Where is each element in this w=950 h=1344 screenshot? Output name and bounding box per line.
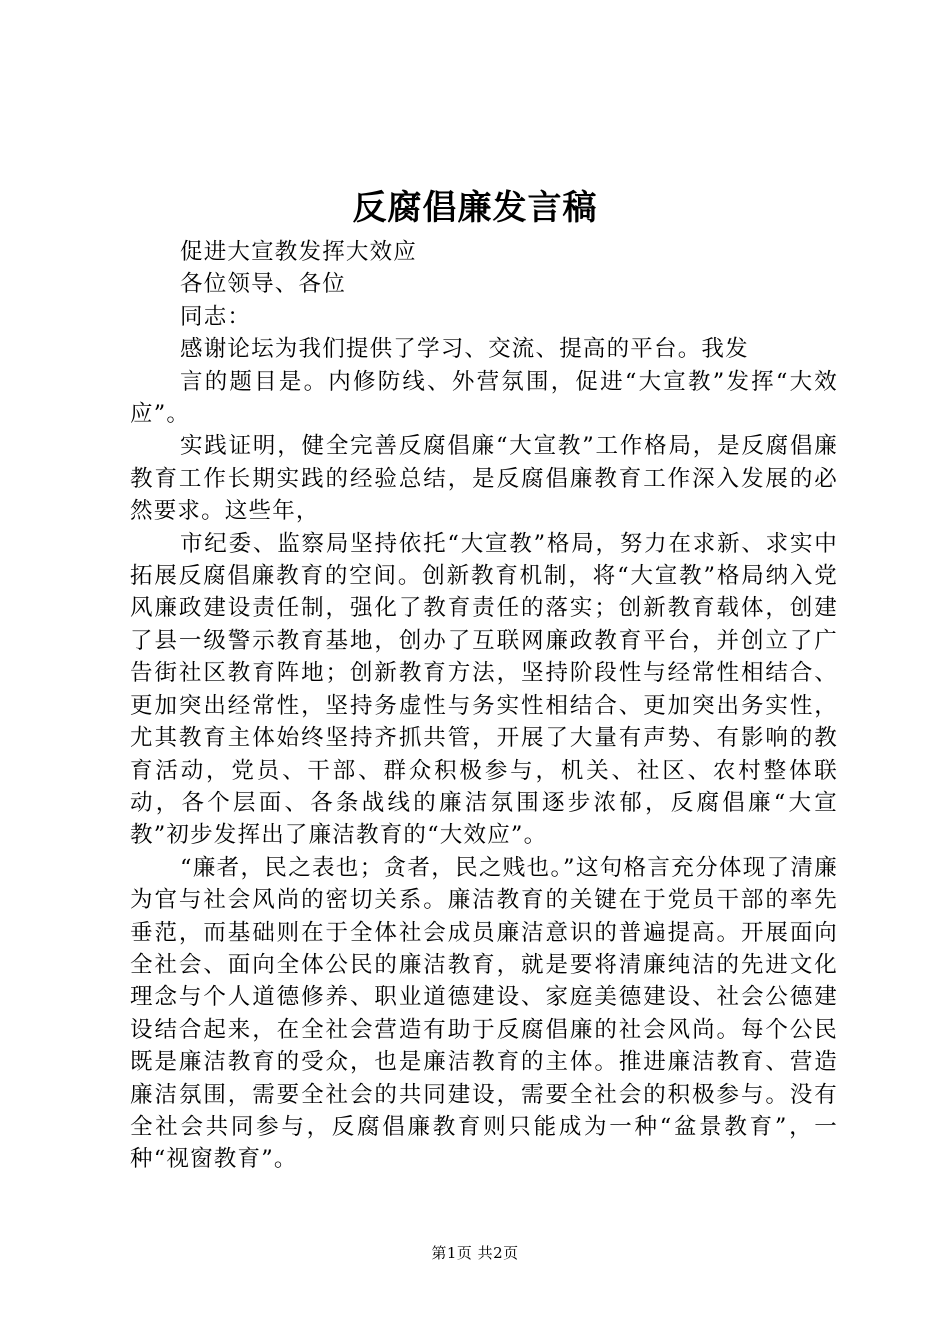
- paragraph-topic: 言的题目是。内修防线、外营氛围，促进“大宣教”发挥“大效应”。: [130, 368, 838, 428]
- document-body: [130, 236, 838, 1176]
- paragraph-salutation-1: 各位领导、各位: [180, 271, 346, 298]
- page-footer: 第1页 共2页: [431, 1244, 519, 1262]
- paragraph-salutation-2: 同志：: [180, 303, 252, 330]
- paragraph-commission: 市纪委、监察局坚持依托“大宣教”格局，努力在求新、求实中拓展反腐倡廉教育的空间。创新教育机制，将“大宣教”格局纳入党风廉政建设责任制，强化了教育责任的落实；创新教育载体，创建了县一级警示教育基地，创办了互联网廉政教育平台，并创立了广告街社区教育阵地；创新教育方法，坚持阶段性与经常性相结合、更加突出经常性，坚持务虚性与务实性相结合、更加突出务实性，尤其教育主体始终坚持齐抓共管，开展了大量有声势、有影响的教育活动，党员、干部、群众积极参与，机关、社区、农村整体联动，各个层面、各条战线的廉洁氛围逐步浓郁，反腐倡廉“大宣教”初步发挥出了廉洁教育的“大效应”。: [130, 530, 838, 849]
- paragraph-subtitle: 促进大宣教发挥大效应: [180, 239, 418, 265]
- paragraph-intro: 感谢论坛为我们提供了学习、交流、提高的平台。我发: [180, 336, 749, 363]
- paragraph-maxim: “廉者，民之表也；贪者，民之贱也。”这句格言充分体现了清廉为官与社会风尚的密切关系。廉洁教育的关键在于党员干部的率先垂范，而基础则在于全体社会成员廉洁意识的普遍提高。开展面向全社会、面向全体公民的廉洁教育，就是要将清廉纯洁的先进文化理念与个人道德修养、职业道德建设、家庭美德建设、社会公德建设结合起来，在全社会营造有助于反腐倡廉的社会风尚。每个公民既是廉洁教育的受众，也是廉洁教育的主体。推进廉洁教育、营造廉洁氛围，需要全社会的共同建设，需要全社会的积极参与。没有全社会共同参与，反腐倡廉教育则只能成为一种“盆景教育”，一种“视窗教育”。: [130, 854, 838, 1173]
- paragraph-practice: 实践证明，健全完善反腐倡廉“大宣教”工作格局，是反腐倡廉教育工作长期实践的经验总结，是反腐倡廉教育工作深入发展的必然要求。这些年，: [130, 433, 838, 525]
- document-title: 反腐倡廉发言稿: [352, 188, 598, 228]
